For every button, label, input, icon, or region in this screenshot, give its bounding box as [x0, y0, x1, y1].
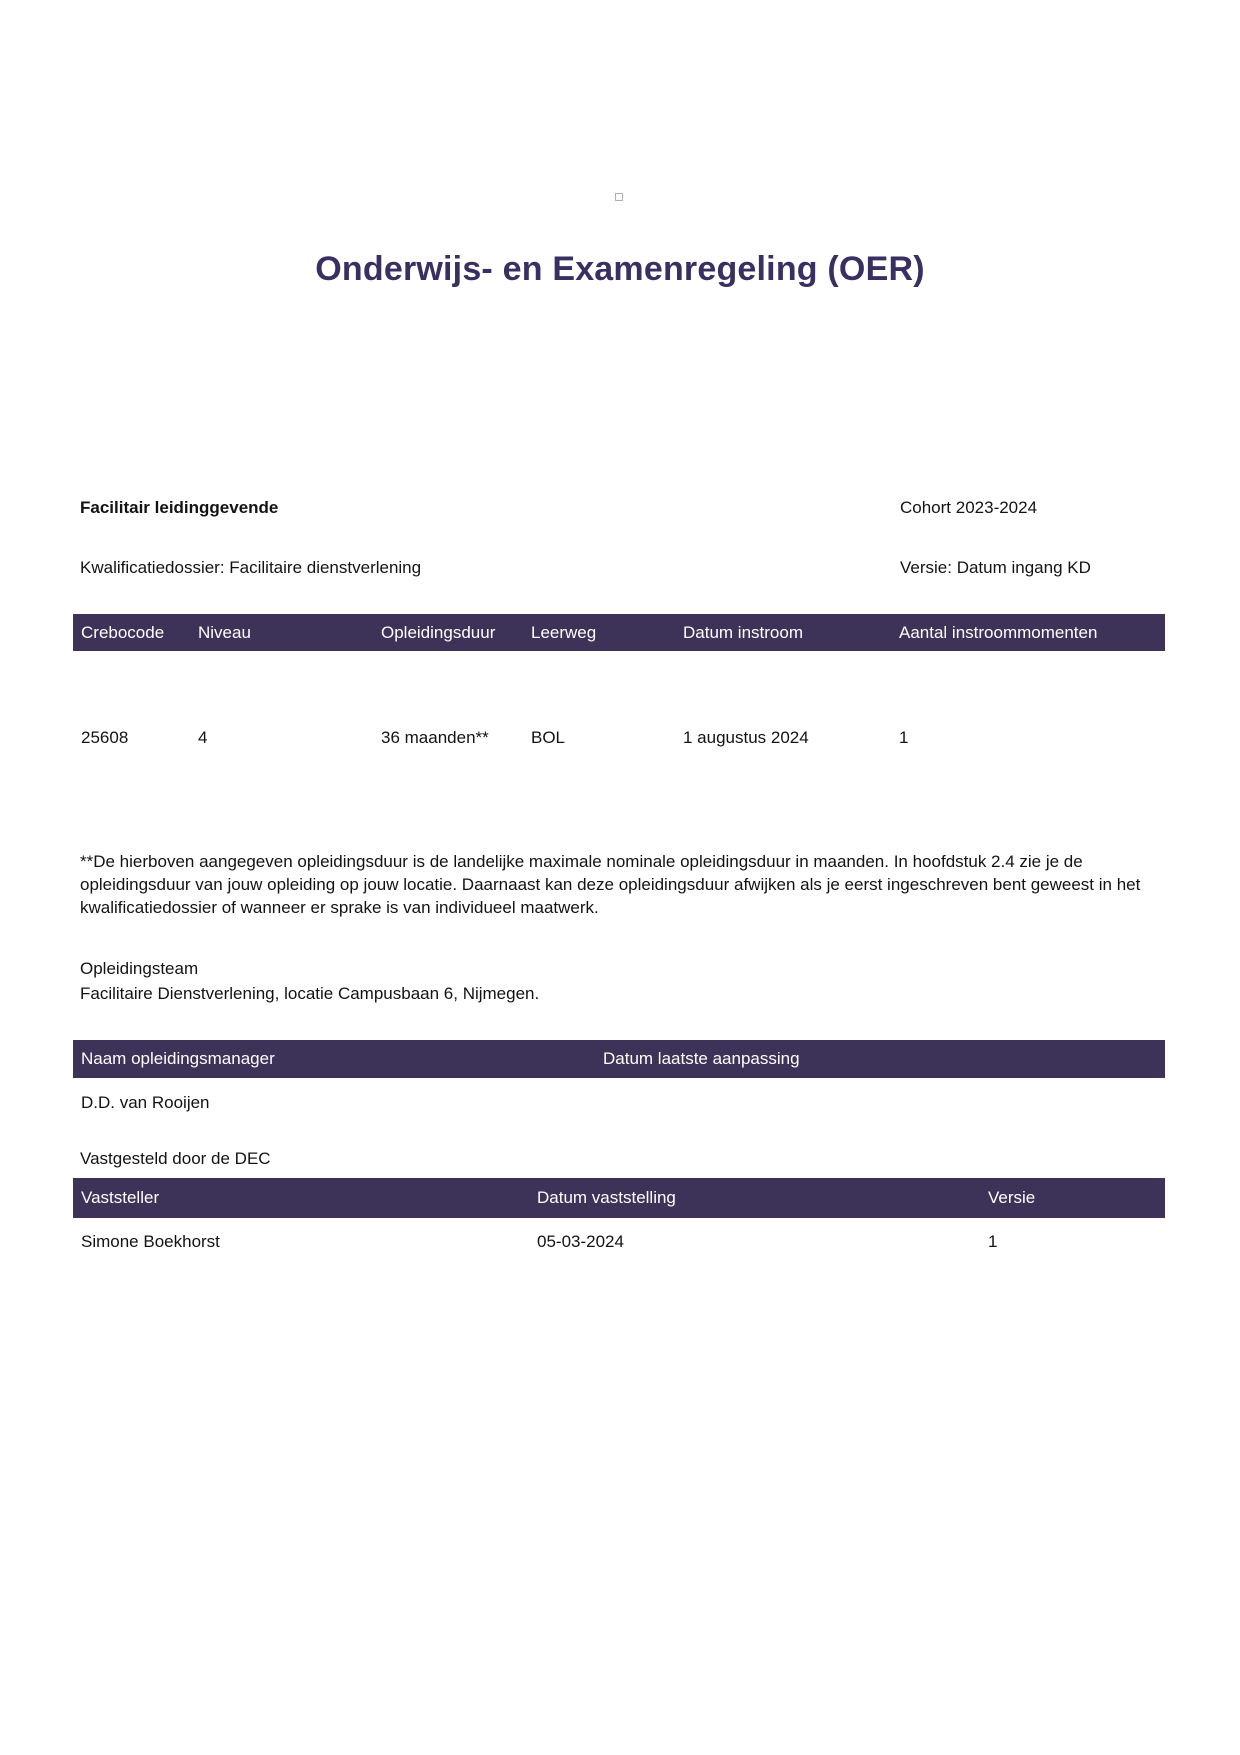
col-header-naam-opleidingsmanager: Naam opleidingsmanager [81, 1049, 275, 1068]
vaststeller-value: Simone Boekhorst [81, 1232, 220, 1251]
opleidingsmanager-name-value: D.D. van Rooijen [81, 1093, 210, 1112]
col-header-datum-instroom: Datum instroom [683, 622, 803, 642]
aantal-instroommomenten-value: 1 [899, 728, 909, 747]
col-header-crebocode: Crebocode [81, 622, 165, 642]
col-header-versie: Versie [988, 1188, 1036, 1207]
opleidingsteam-block [80, 956, 539, 1006]
col-header-datum-vaststelling: Datum vaststelling [537, 1188, 676, 1207]
opleidingsteam-label: Opleidingsteam [80, 959, 199, 978]
page-title: Onderwijs- en Examenregeling (OER) [315, 250, 925, 288]
missing-image-placeholder-icon [615, 193, 623, 201]
duration-footnote: **De hierboven aangegeven opleidingsduur is de landelijke maximale nominale opleidingsduur in maanden. In hoofdstuk 2.4 zie je de opleidingsduur van jouw opleiding op jouw locatie. Daarnaast kan deze opleidingsduur afwijken als je eerst ingeschreven bent geweest in het kwalificatiedossier of wanneer er sprake is van individueel maatwerk. [80, 852, 1141, 917]
col-header-aantal-instroommomenten: Aantal instroommomenten [899, 622, 1098, 642]
program-cohort-row [80, 497, 1165, 518]
col-header-niveau: Niveau [198, 622, 251, 642]
crebo-table-row [73, 728, 1165, 748]
niveau-value: 4 [198, 728, 208, 747]
approval-table-row [73, 1232, 1165, 1252]
manager-table-row [73, 1093, 1165, 1113]
qualification-version-row [80, 557, 1165, 578]
crebo-table-header [73, 614, 1165, 651]
versie-value: 1 [988, 1232, 998, 1251]
col-header-opleidingsduur: Opleidingsduur [381, 622, 496, 642]
manager-table-header [73, 1040, 1165, 1078]
version-label: Versie: Datum ingang KD [900, 558, 1091, 577]
program-name: Facilitair leidinggevende [80, 498, 279, 517]
opleidingsduur-value: 36 maanden** [381, 728, 489, 747]
approval-intro: Vastgesteld door de DEC [80, 1149, 271, 1168]
col-header-leerweg: Leerweg [531, 622, 597, 642]
datum-vaststelling-value: 05-03-2024 [537, 1232, 624, 1251]
leerweg-value: BOL [531, 728, 566, 747]
col-header-vaststeller: Vaststeller [81, 1188, 160, 1207]
col-header-datum-laatste-aanpassing: Datum laatste aanpassing [603, 1049, 800, 1068]
approval-table-header [73, 1178, 1165, 1218]
datum-instroom-value: 1 augustus 2024 [683, 728, 809, 747]
opleidingsteam-description: Facilitaire Dienstverlening, locatie Campusbaan 6, Nijmegen. [80, 984, 540, 1003]
qualification-dossier: Kwalificatiedossier: Facilitaire dienstverlening [80, 558, 422, 577]
cohort-label: Cohort 2023-2024 [900, 498, 1038, 517]
crebocode-value: 25608 [81, 728, 129, 747]
